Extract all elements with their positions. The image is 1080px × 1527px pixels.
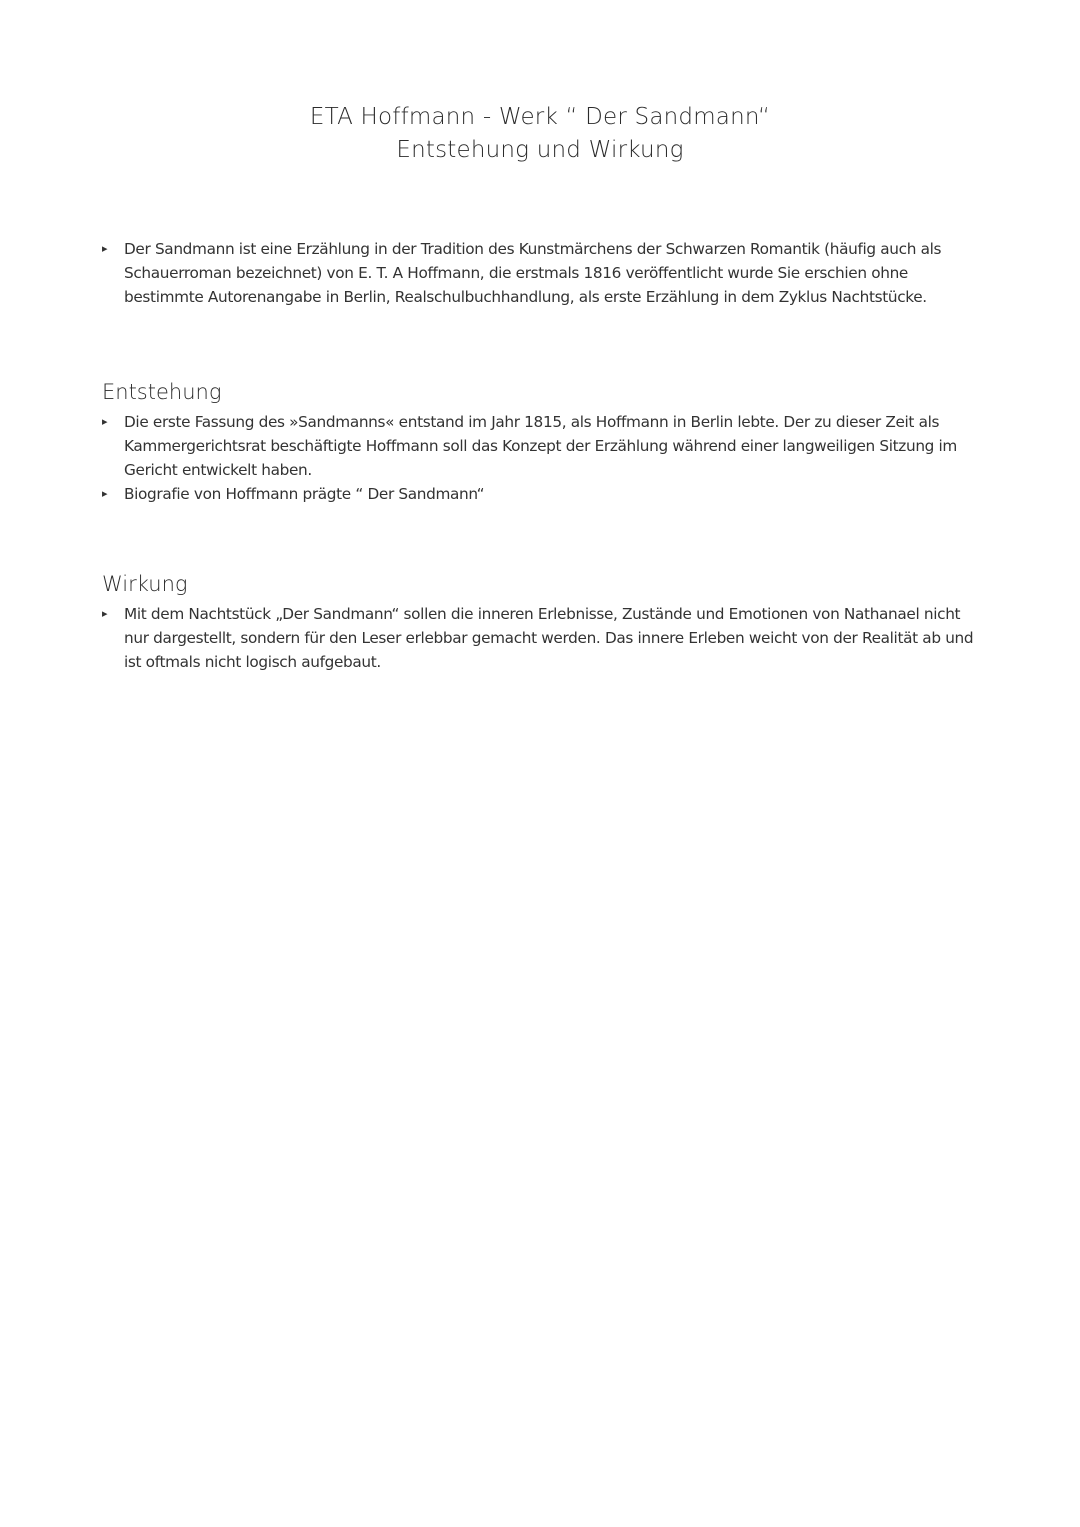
- list-item-text: Biografie von Hoffmann prägte “ Der Sandmann“: [124, 485, 485, 503]
- list-item-text: Der Sandmann ist eine Erzählung in der Tradition des Kunstmärchens der Schwarzen Romantik (häufig auch als Schauerroman bezeichnet) von E. T. A Hoffmann, die erstmals 1816 veröffentlicht wurde Sie erschien ohne bestimmte Autorenangabe in Berlin, Realschulbuchhandlung, als erste Erzählung in dem Zyklus Nachtstücke.: [124, 240, 942, 306]
- list-item: [102, 482, 982, 506]
- intro-list: [102, 237, 982, 309]
- triangle-bullet-icon: ▸: [102, 607, 108, 620]
- list-item: [102, 237, 982, 309]
- page-subtitle: Entstehung und Wirkung: [396, 137, 684, 163]
- list-item: [102, 602, 982, 674]
- list-item-text: Mit dem Nachtstück „Der Sandmann“ sollen die inneren Erlebnisse, Zustände und Emotionen von Nathanael nicht nur dargestellt, sondern für den Leser erlebbar gemacht werden. Das innere Erleben weicht von der Realität ab und ist oftmals nicht logisch aufgebaut.: [124, 605, 974, 671]
- list-item: [102, 410, 982, 482]
- wirkung-list: [102, 602, 982, 674]
- triangle-bullet-icon: ▸: [102, 487, 108, 500]
- intro-section: [102, 237, 982, 309]
- wirkung-section: [102, 570, 982, 674]
- triangle-bullet-icon: ▸: [102, 415, 108, 428]
- page-title: ETA Hoffmann - Werk “ Der Sandmann“: [309, 104, 771, 130]
- section-heading-wirkung: Wirkung: [102, 572, 188, 596]
- section-heading-entstehung: Entstehung: [102, 380, 222, 404]
- triangle-bullet-icon: ▸: [102, 242, 108, 255]
- list-item-text: Die erste Fassung des »Sandmanns« entstand im Jahr 1815, als Hoffmann in Berlin lebte. Der zu dieser Zeit als Kammergerichtsrat beschäftigte Hoffmann soll das Konzept der Erzählung während einer langweiligen Sitzung im Gericht entwickelt haben.: [124, 413, 957, 479]
- entstehung-list: [102, 410, 982, 506]
- entstehung-section: [102, 378, 982, 506]
